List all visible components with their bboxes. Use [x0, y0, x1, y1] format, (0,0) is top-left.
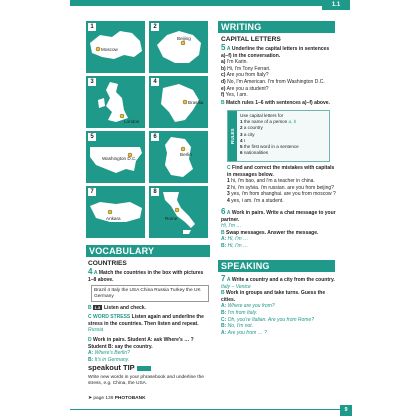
rule-text: the name of a person — [243, 119, 288, 125]
word-stress-label: WORD STRESS — [93, 314, 131, 320]
rule-text: a country — [243, 125, 263, 131]
example-line: Hi, I'm … — [221, 223, 242, 230]
exercise-letter: A — [226, 277, 231, 283]
word-box-text: Brazil 4 Italy the USA China Russia Turkey the UK Germany — [94, 287, 201, 299]
city-label: Beijing — [177, 36, 191, 41]
rule-number: 3 — [240, 131, 243, 137]
speaker-label: A: — [88, 350, 94, 357]
example-line: Italy – Venice — [221, 283, 251, 290]
exercise-4c — [88, 314, 210, 334]
exercise-4a — [88, 269, 210, 283]
exercise-instruction: Listen again and underline the stress in the countries. Then listen and repeat. — [88, 314, 204, 327]
writing-header: WRITING — [218, 21, 335, 33]
exercise-number: 6 — [221, 207, 226, 216]
dialog-line: Where's Berlin? — [94, 350, 130, 357]
dialog-line: Where are you from? — [227, 303, 275, 310]
dialog-line: Hi, I'm … — [227, 236, 249, 243]
speakout-tip-title: speakout TIP — [88, 363, 135, 372]
speaker-label: B: — [88, 356, 94, 363]
exercise-letter: B — [221, 99, 225, 106]
sentence: Are you a student? — [226, 85, 269, 92]
speaker-label: C: — [221, 316, 227, 323]
item-letter: b) — [221, 65, 226, 72]
map-number: 6 — [151, 133, 159, 141]
city-label: London — [124, 119, 140, 124]
exercise-instruction: Work in groups and take turns. Guess the cities. — [221, 290, 326, 303]
rule-text: a city — [243, 131, 255, 137]
exercise-number: 7 — [221, 274, 226, 283]
city-label: Washington D.C. — [102, 156, 137, 161]
exercise-5c — [227, 165, 337, 205]
rule-text: the first word in a sentence — [243, 144, 299, 150]
sentence-list — [221, 59, 336, 99]
item-letter: f) — [221, 92, 225, 99]
audio-track-badge[interactable]: 1.3 — [94, 305, 101, 310]
dialog-line: I'm from Italy. — [227, 309, 258, 316]
country-word-box — [91, 285, 209, 302]
speaker-label: A: — [221, 236, 227, 243]
speaker-label: B: — [221, 309, 227, 316]
map-tile-8 — [149, 186, 208, 238]
item-number: 3 — [227, 191, 230, 198]
rules-box — [227, 110, 330, 162]
country-map-grid — [86, 21, 208, 239]
rule-text: I — [243, 137, 246, 143]
map-number: 4 — [151, 78, 159, 86]
exercise-4b — [88, 305, 210, 312]
rule-answer: a, b — [288, 119, 297, 125]
arrow-right-icon: ➤ — [88, 396, 93, 401]
item-number: 1 — [227, 178, 230, 185]
photobank-label: PHOTOBANK — [114, 396, 146, 401]
exercise-letter: C — [227, 165, 231, 171]
city-label: Berlin — [180, 152, 192, 157]
rule-number: 2 — [240, 125, 243, 131]
rule-number: 6 — [240, 150, 243, 156]
city-label: Moscow — [101, 47, 118, 52]
page-reference — [88, 396, 146, 401]
sentence: Hi, I'm Tony Ferrari. — [227, 65, 271, 72]
writing-subtitle: CAPITAL LETTERS — [221, 36, 281, 43]
map-tile-6 — [149, 131, 208, 183]
speaker-label: A: — [221, 303, 227, 310]
speaker-label: B: — [221, 242, 227, 249]
exercise-7 — [221, 276, 337, 336]
message-line: hi, i'm sylvia. i'm russian. are you from beijing? — [231, 184, 334, 191]
footer-line — [70, 409, 340, 410]
dialog-line: No, I'm not. — [227, 323, 254, 330]
exercise-instruction: Listen and check. — [103, 305, 146, 311]
map-tile-7 — [86, 186, 145, 238]
rule-text: nationalities — [243, 150, 269, 156]
exercise-letter: B — [221, 229, 225, 236]
city-label: Brasília — [188, 100, 204, 105]
dialog-line: Are you from … ? — [227, 329, 267, 336]
message-line: yes, i'm from shanghai. are you from moscow ? — [231, 191, 336, 198]
speakout-tip-heading — [88, 363, 151, 372]
map-tile-3 — [86, 76, 145, 128]
exercise-number: 4 — [88, 267, 93, 276]
sentence: Yes, I am. — [225, 92, 248, 99]
exercise-instruction: Underline the capital letters in sentences a)–f) in the conversation. — [221, 46, 330, 59]
rules-intro: Use capital letters for — [240, 113, 284, 118]
exercise-letter: B — [221, 290, 225, 297]
dialog-line: Hi, I'm … — [227, 242, 249, 249]
exercise-instruction: Work in pairs. Write a chat message to your partner. — [221, 210, 336, 223]
map-number: 2 — [151, 23, 159, 31]
exercise-instruction: Work in pairs. Student A: ask Where's … ? Student B: say the country. — [88, 337, 194, 350]
message-line: yes, i am. i'm a student. — [231, 197, 284, 204]
rules-body — [240, 113, 327, 156]
sentence: No, I'm American. I'm from Washington D.C. — [227, 78, 325, 85]
map-number: 8 — [151, 188, 159, 196]
exercise-6 — [221, 209, 337, 250]
exercise-letter: D — [88, 337, 92, 343]
map-tile-4 — [149, 76, 208, 128]
item-number: 2 — [227, 184, 230, 191]
exercise-4d — [88, 337, 210, 363]
sentence: I'm Karin. — [226, 59, 248, 66]
city-label: Rome — [165, 216, 178, 221]
map-tile-5 — [86, 131, 145, 183]
exercise-instruction: Swap messages. Answer the message. — [226, 229, 319, 236]
tip-bar — [137, 366, 151, 371]
speaking-header: SPEAKING — [218, 260, 335, 272]
map-number: 3 — [88, 78, 96, 86]
dialog-line: It's in Germany. — [94, 356, 130, 363]
exercise-number: 5 — [221, 43, 226, 52]
exercise-instruction: Match the countries in the box with pictures 1–8 above. — [88, 270, 204, 283]
exercise-letter: A — [226, 210, 231, 216]
item-letter: c) — [221, 72, 226, 79]
page-tab: 1.1 — [322, 0, 350, 10]
message-line: hi, i'm bao, and i'm a teacher in china. — [231, 178, 315, 185]
page-number: 9 — [340, 405, 352, 416]
rules-side-label: RULES — [228, 111, 237, 161]
vocabulary-header: VOCABULARY — [86, 245, 210, 257]
exercise-instruction: Find and correct the mistakes with capitals in messages below. — [227, 165, 335, 178]
top-band — [70, 0, 350, 6]
rule-number: 5 — [240, 144, 243, 150]
exercise-letter: C — [88, 314, 92, 320]
exercise-letter: A — [93, 270, 98, 276]
exercise-letter: B — [88, 305, 92, 311]
item-letter: a) — [221, 59, 226, 66]
dialog-line: Oh, you're Italian. Are you from Rome? — [227, 316, 315, 323]
example-word: Russia — [88, 327, 104, 334]
item-letter: d) — [221, 78, 226, 85]
city-label: Ankara — [106, 216, 121, 221]
exercise-5a — [221, 45, 336, 106]
speakout-tip-text: Write new words in your phrasebook and underline the stress, e.g. China, the USA. — [88, 375, 204, 387]
map-number: 5 — [88, 133, 96, 141]
sentence: Are you from Italy? — [226, 72, 269, 79]
page-reference-text: page 139 — [93, 396, 114, 401]
rule-number: 1 — [240, 119, 243, 125]
map-number: 7 — [88, 188, 96, 196]
exercise-instruction: Write a country and a city from the country. — [231, 277, 335, 283]
speaker-label: A: — [221, 329, 227, 336]
map-tile-1 — [86, 21, 145, 73]
item-letter: e) — [221, 85, 226, 92]
item-number: 4 — [227, 197, 230, 204]
map-number: 1 — [88, 23, 96, 31]
exercise-instruction: Match rules 1–6 with sentences a)–f) above. — [226, 99, 330, 106]
rule-number: 4 — [240, 137, 243, 143]
speaker-label: B: — [221, 323, 227, 330]
exercise-letter: A — [226, 46, 231, 52]
map-tile-2 — [149, 21, 208, 73]
vocabulary-subtitle: COUNTRIES — [88, 260, 127, 267]
